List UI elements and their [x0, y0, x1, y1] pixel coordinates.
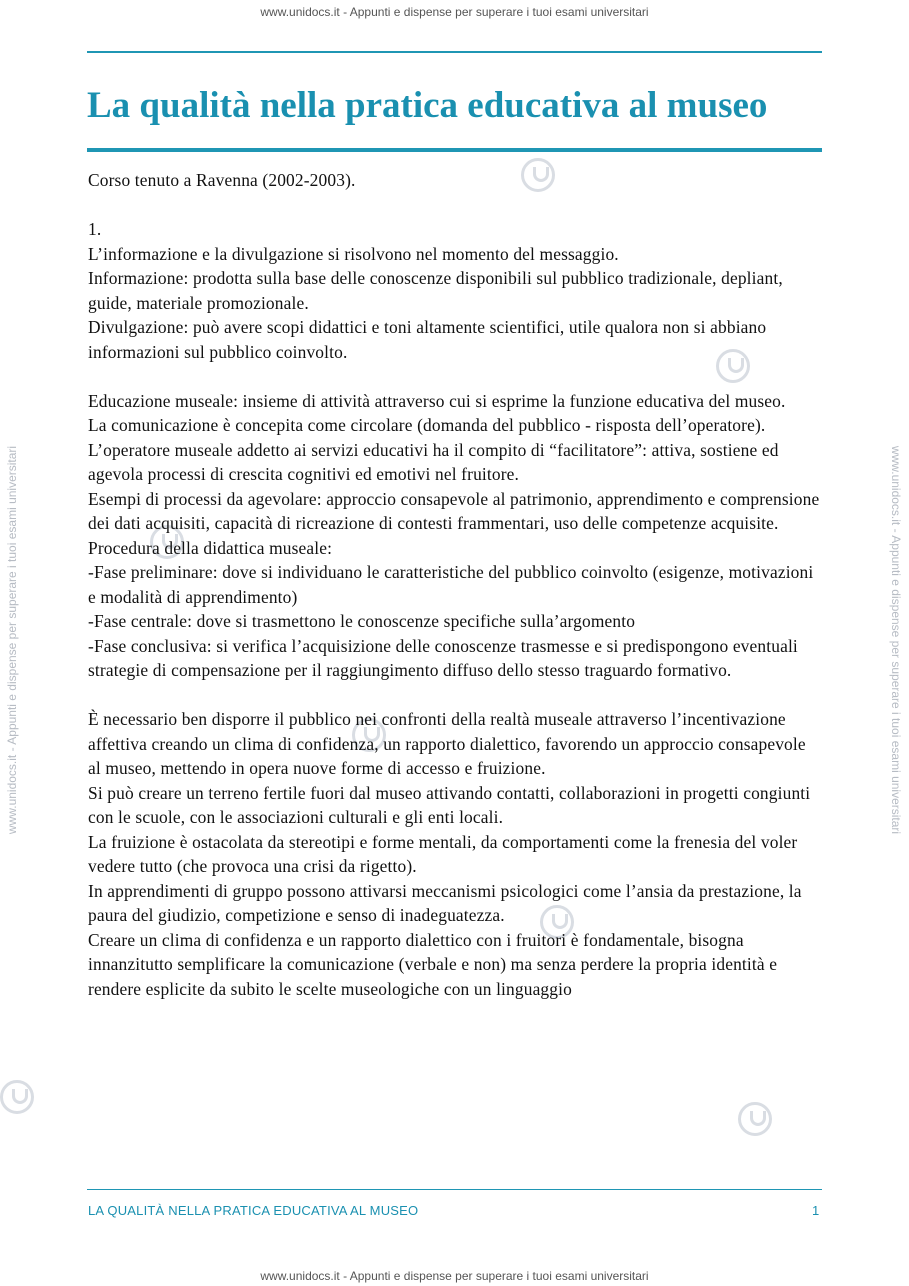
- paragraph: Informazione: prodotta sulla base delle conoscenze disponibili sul pubblico tradizionale, depliant, guide, materiale promozionale.: [88, 268, 783, 313]
- page-number: 1: [812, 1203, 820, 1218]
- paragraph: La comunicazione è concepita come circolare (domanda del pubblico - risposta dell’operatore).: [88, 415, 766, 435]
- paragraph: Divulgazione: può avere scopi didattici e toni altamente scientifici, utile qualora non si abbiano informazioni sul pubblico coinvolto.: [88, 317, 767, 362]
- footer-rule: [87, 1189, 822, 1190]
- title-rule: [87, 148, 822, 152]
- paragraph: Procedura della didattica museale:: [88, 537, 333, 558]
- paragraph: 1.: [88, 219, 102, 239]
- watermark-right: www.unidocs.it - Appunti e dispense per superare i tuoi esami universitari: [889, 445, 903, 835]
- paragraph: Creare un clima di confidenza e un rapporto dialettico con i fruitori è fondamentale, bisogna innanzitutto semplificare la comunicazione (verbale e non) ma senza perdere la propria identità e rendere esplicite da subito le scelte museologiche con un linguaggio: [88, 929, 778, 999]
- blank-line: [88, 193, 823, 218]
- paragraph: Esempi di processi da agevolare: approccio consapevole al patrimonio, apprendimento e comprensione dei dati acquisiti, capacità di ricreazione di contesti frammentari, uso delle competenze acquisite.: [88, 488, 820, 533]
- paragraph: La fruizione è ostacolata da stereotipi e forme mentali, da comportamenti come la frenesia del voler vedere tutto (che provoca una crisi da rigetto).: [88, 831, 798, 876]
- header-rule: [87, 51, 822, 53]
- watermark-top: www.unidocs.it - Appunti e dispense per superare i tuoi esami universitari: [260, 5, 649, 19]
- paragraph: -Fase preliminare: dove si individuano le caratteristiche del pubblico coinvolto (esigenze, motivazioni e modalità di apprendimento): [88, 562, 814, 607]
- document-body: [88, 168, 823, 1001]
- paragraph: È necessario ben disporre il pubblico nei confronti della realtà museale attraverso l’incentivazione affettiva creando un clima di confidenza, un rapporto dialettico, favorendo un approccio consapevole al museo, mettendo in opera nuove forme di accesso e fruizione.: [88, 709, 806, 778]
- blank-line: [88, 364, 823, 389]
- paragraph: -Fase centrale: dove si trasmettono le conoscenze specifiche sulla’argomento: [88, 611, 636, 631]
- paragraph: Educazione museale: insieme di attività attraverso cui si esprime la funzione educativa del museo.: [88, 390, 786, 411]
- paragraph: In apprendimenti di gruppo possono attivarsi meccanismi psicologici come l’ansia da prestazione, la paura del giudizio, competizione e senso di inadeguatezza.: [88, 880, 802, 925]
- paragraph: Corso tenuto a Ravenna (2002-2003).: [88, 170, 356, 190]
- watermark-logo-icon: [738, 1102, 772, 1136]
- paragraph: L’operatore museale addetto ai servizi educativi ha il compito di “facilitatore”: attiva, sostiene ed agevola processi di crescita cognitivi ed emotivi nel fruitore.: [88, 439, 779, 484]
- watermark-logo-icon: [0, 1080, 34, 1114]
- footer-title: LA QUALITÀ NELLA PRATICA EDUCATIVA AL MUSEO: [88, 1203, 419, 1218]
- paragraph: L’informazione e la divulgazione si risolvono nel momento del messaggio.: [88, 243, 619, 264]
- watermark-bottom: www.unidocs.it - Appunti e dispense per superare i tuoi esami universitari: [260, 1269, 649, 1283]
- paragraph: Si può creare un terreno fertile fuori dal museo attivando contatti, collaborazioni in progetti congiunti con le scuole, con le associazioni culturali e gli enti locali.: [88, 782, 811, 827]
- watermark-left: www.unidocs.it - Appunti e dispense per superare i tuoi esami universitari: [5, 445, 19, 835]
- page-title: La qualità nella pratica educativa al museo: [87, 85, 768, 126]
- blank-line: [88, 683, 823, 708]
- paragraph: -Fase conclusiva: si verifica l’acquisizione delle conoscenze trasmesse e si predispongono eventuali strategie di compensazione per il raggiungimento diffuso dello stesso traguardo formativo.: [88, 635, 798, 680]
